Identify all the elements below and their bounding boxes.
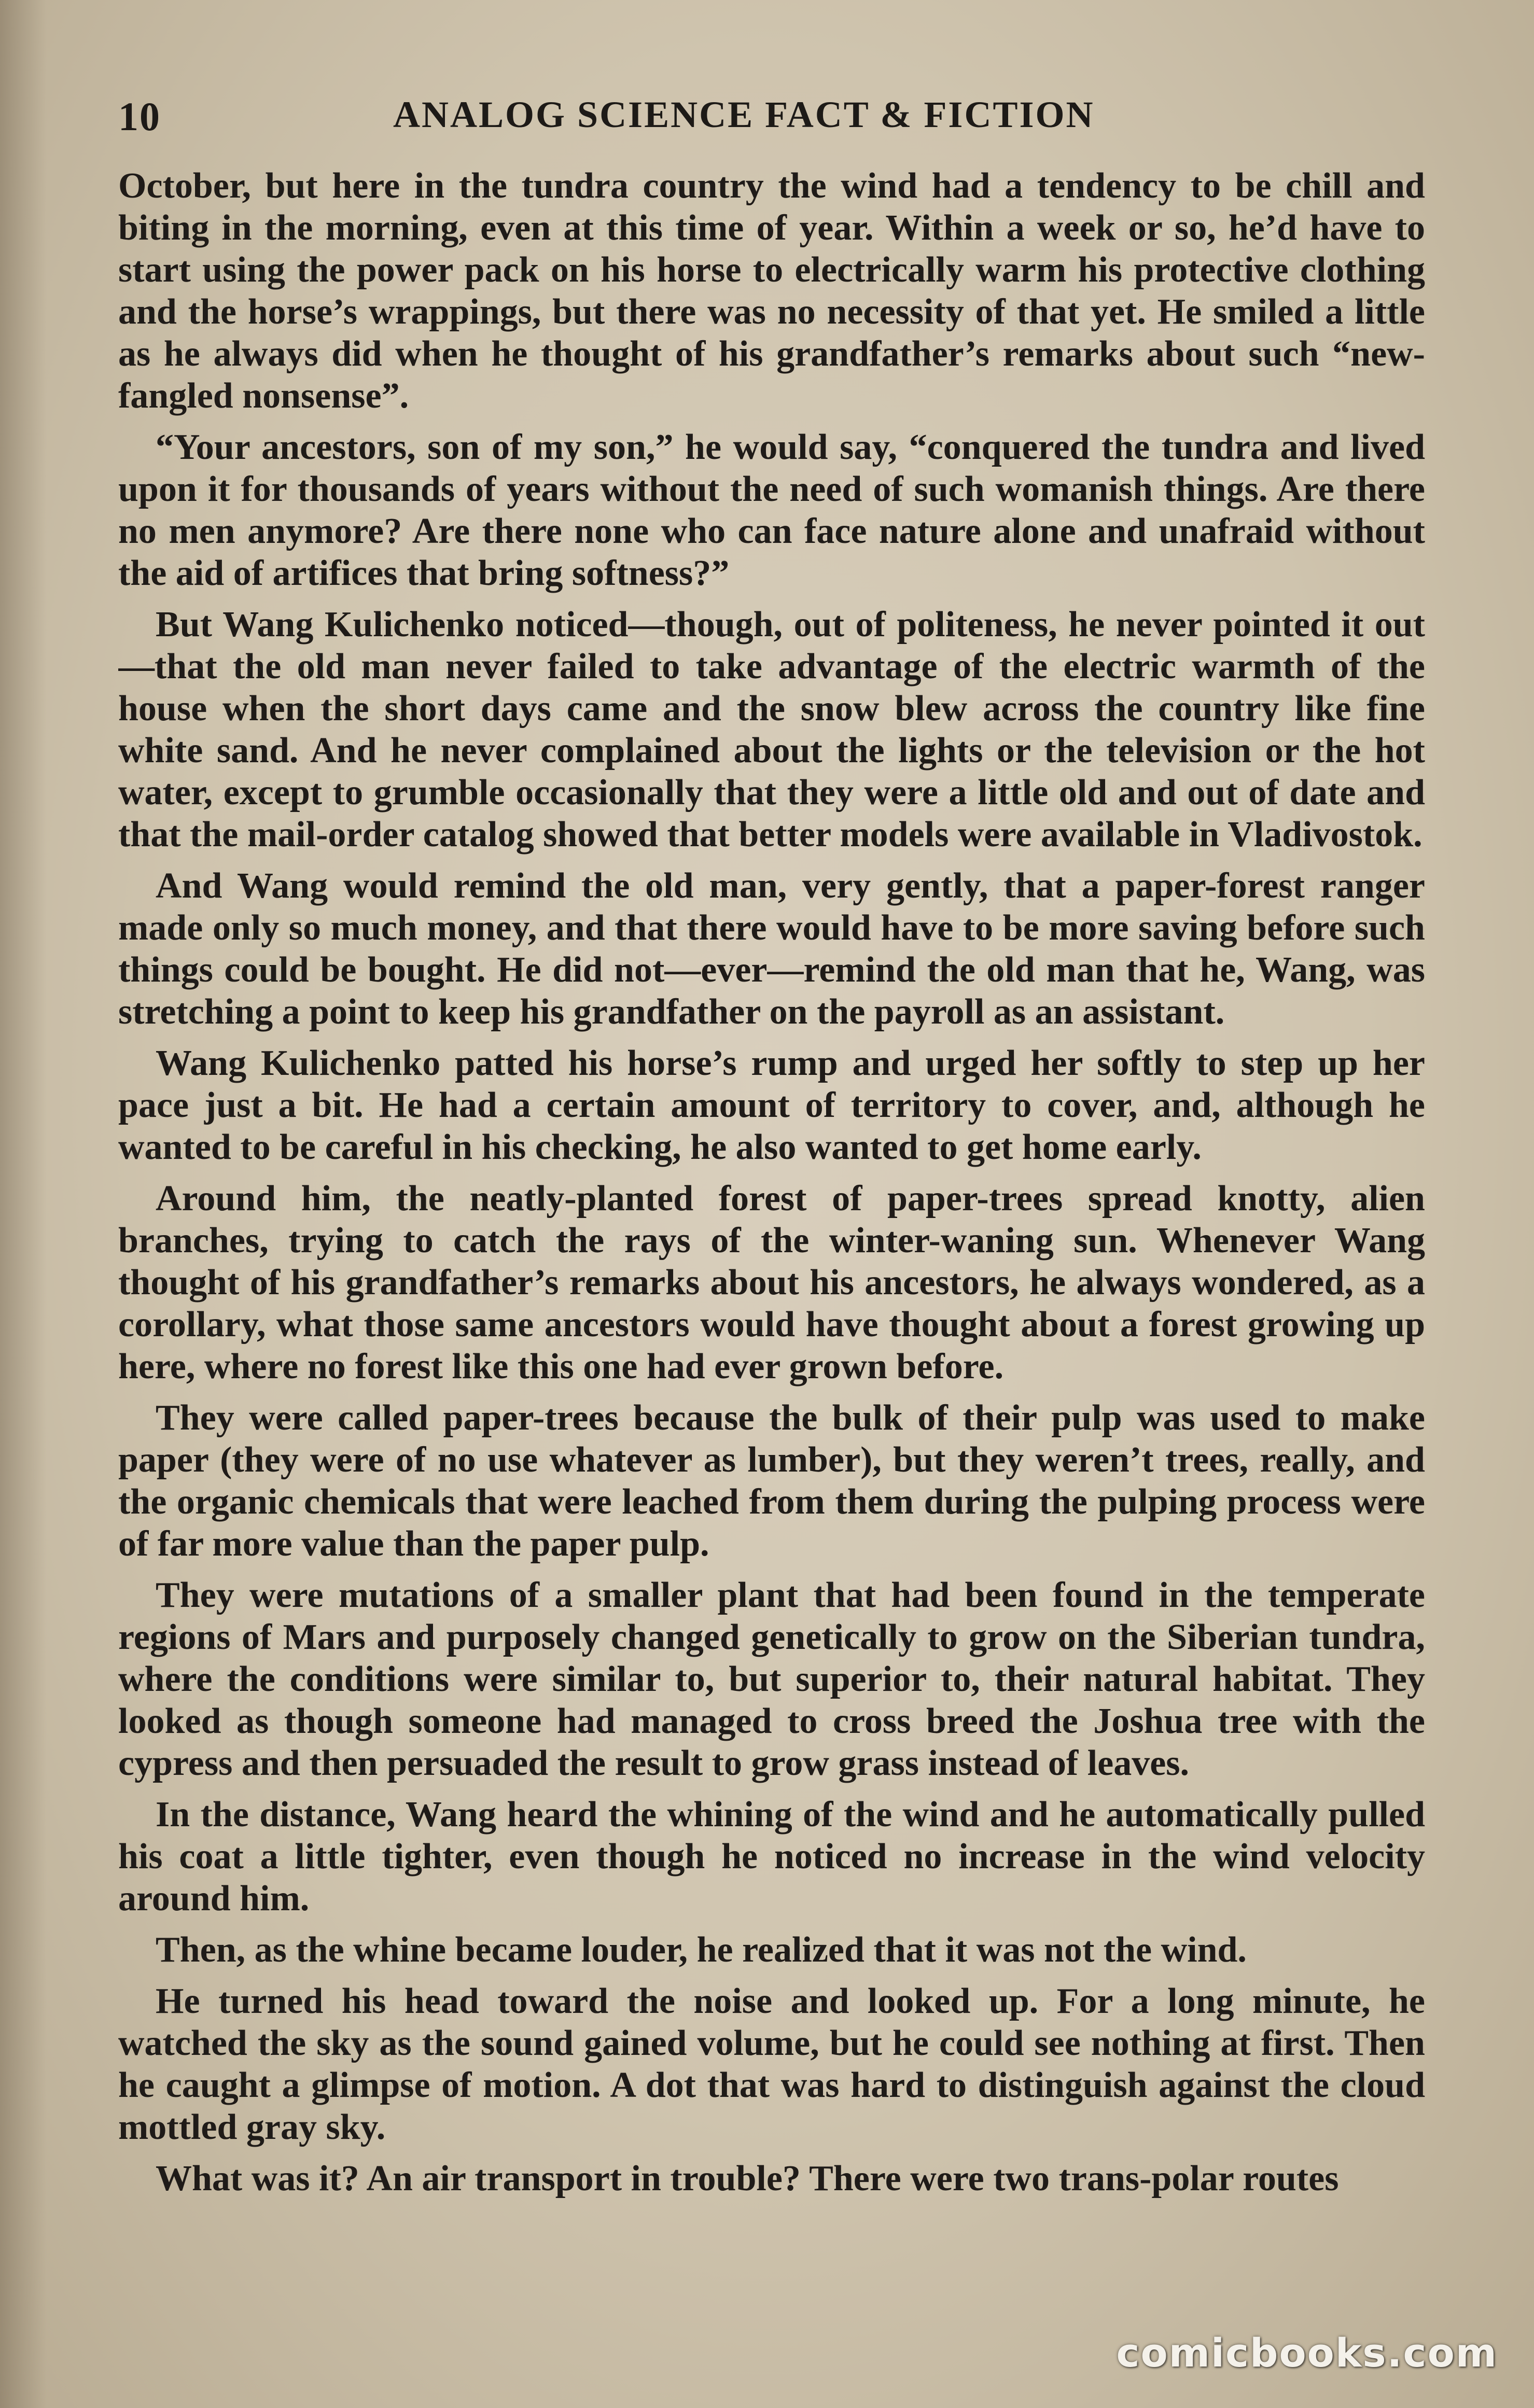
paragraph: He turned his head toward the noise and looked up. For a long minute, he watched the sky as the sound gained volume, but he could see nothing at first. Then he caught a glimpse of motion. A dot that was hard to distinguish against the cloud mottled gray sky. bbox=[118, 1981, 1425, 2147]
paragraph: But Wang Kulichenko noticed—though, out of politeness, he never pointed it out—that the old man never failed to take advantage of the electric warmth of the house when the short days came and the snow blew across the country like fine white sand. And he never complained about the lights or the television or the hot water, except to grumble occasionally that they were a little old and out of date and that the mail-order catalog showed that better models were available in Vladivostok. bbox=[118, 605, 1425, 855]
page-number: 10 bbox=[118, 94, 161, 139]
running-head: ANALOG SCIENCE FACT & FICTION bbox=[393, 94, 1095, 135]
paragraph: Around him, the neatly-planted forest of paper-trees spread knotty, alien branches, trying to catch the rays of the winter-waning sun. Whenever Wang thought of his grandfather’s remarks about his ancestors, he always wondered, as a corollary, what those same ancestors would have thought about a forest growing up here, where no forest like this one had ever grown before. bbox=[118, 1179, 1425, 1387]
paragraph: They were called paper-trees because the bulk of their pulp was used to make paper (they were of no use whatever as lumber), but they weren’t trees, really, and the organic chemicals that were leached from them during the pulping process were of far more value than the paper pulp. bbox=[118, 1398, 1425, 1564]
paragraph: “Your ancestors, son of my son,” he would say, “conquered the tundra and lived upon it for thousands of years without the need of such womanish things. Are there no men anymore? Are there none who can face nature alone and unafraid without the aid of artifices that bring softness?” bbox=[118, 427, 1425, 593]
watermark: comicbooks.com bbox=[1116, 2330, 1498, 2376]
paragraph: Then, as the whine became louder, he realized that it was not the wind. bbox=[156, 1930, 1247, 1970]
page-edge-shadow bbox=[0, 0, 47, 2408]
body-text bbox=[118, 165, 1425, 2265]
paragraph: October, but here in the tundra country the wind had a tendency to be chill and biting in the morning, even at this time of year. Within a week or so, he’d have to start using the power pack on his horse to electrically warm his protective clothing and the horse’s wrappings, but there was no necessity of that yet. He smiled a little as he always did when he thought of his grandfather’s remarks about such “new-fangled nonsense”. bbox=[118, 166, 1425, 416]
paragraph: What was it? An air transport in trouble? There were two trans-polar routes bbox=[156, 2159, 1339, 2199]
paragraph: Wang Kulichenko patted his horse’s rump and urged her softly to step up her pace just a bit. He had a certain amount of territory to cover, and, although he wanted to be careful in his checking, he also wanted to get home early. bbox=[118, 1043, 1425, 1167]
paragraph: They were mutations of a smaller plant that had been found in the temperate regions of Mars and purposely changed genetically to grow on the Siberian tundra, where the conditions were similar to, but superior to, their natural habitat. They looked as though someone had managed to cross breed the Joshua tree with the cypress and then persuaded the result to grow grass instead of leaves. bbox=[118, 1575, 1425, 1783]
page-header bbox=[118, 93, 1425, 156]
paragraph: And Wang would remind the old man, very gently, that a paper-forest ranger made only so much money, and that there would have to be more saving before such things could be bought. He did not—ever—remind the old man that he, Wang, was stretching a point to keep his grandfather on the payroll as an assistant. bbox=[118, 866, 1425, 1032]
paragraph: In the distance, Wang heard the whining of the wind and he automatically pulled his coat a little tighter, even though he noticed no increase in the wind velocity around him. bbox=[118, 1795, 1425, 1919]
